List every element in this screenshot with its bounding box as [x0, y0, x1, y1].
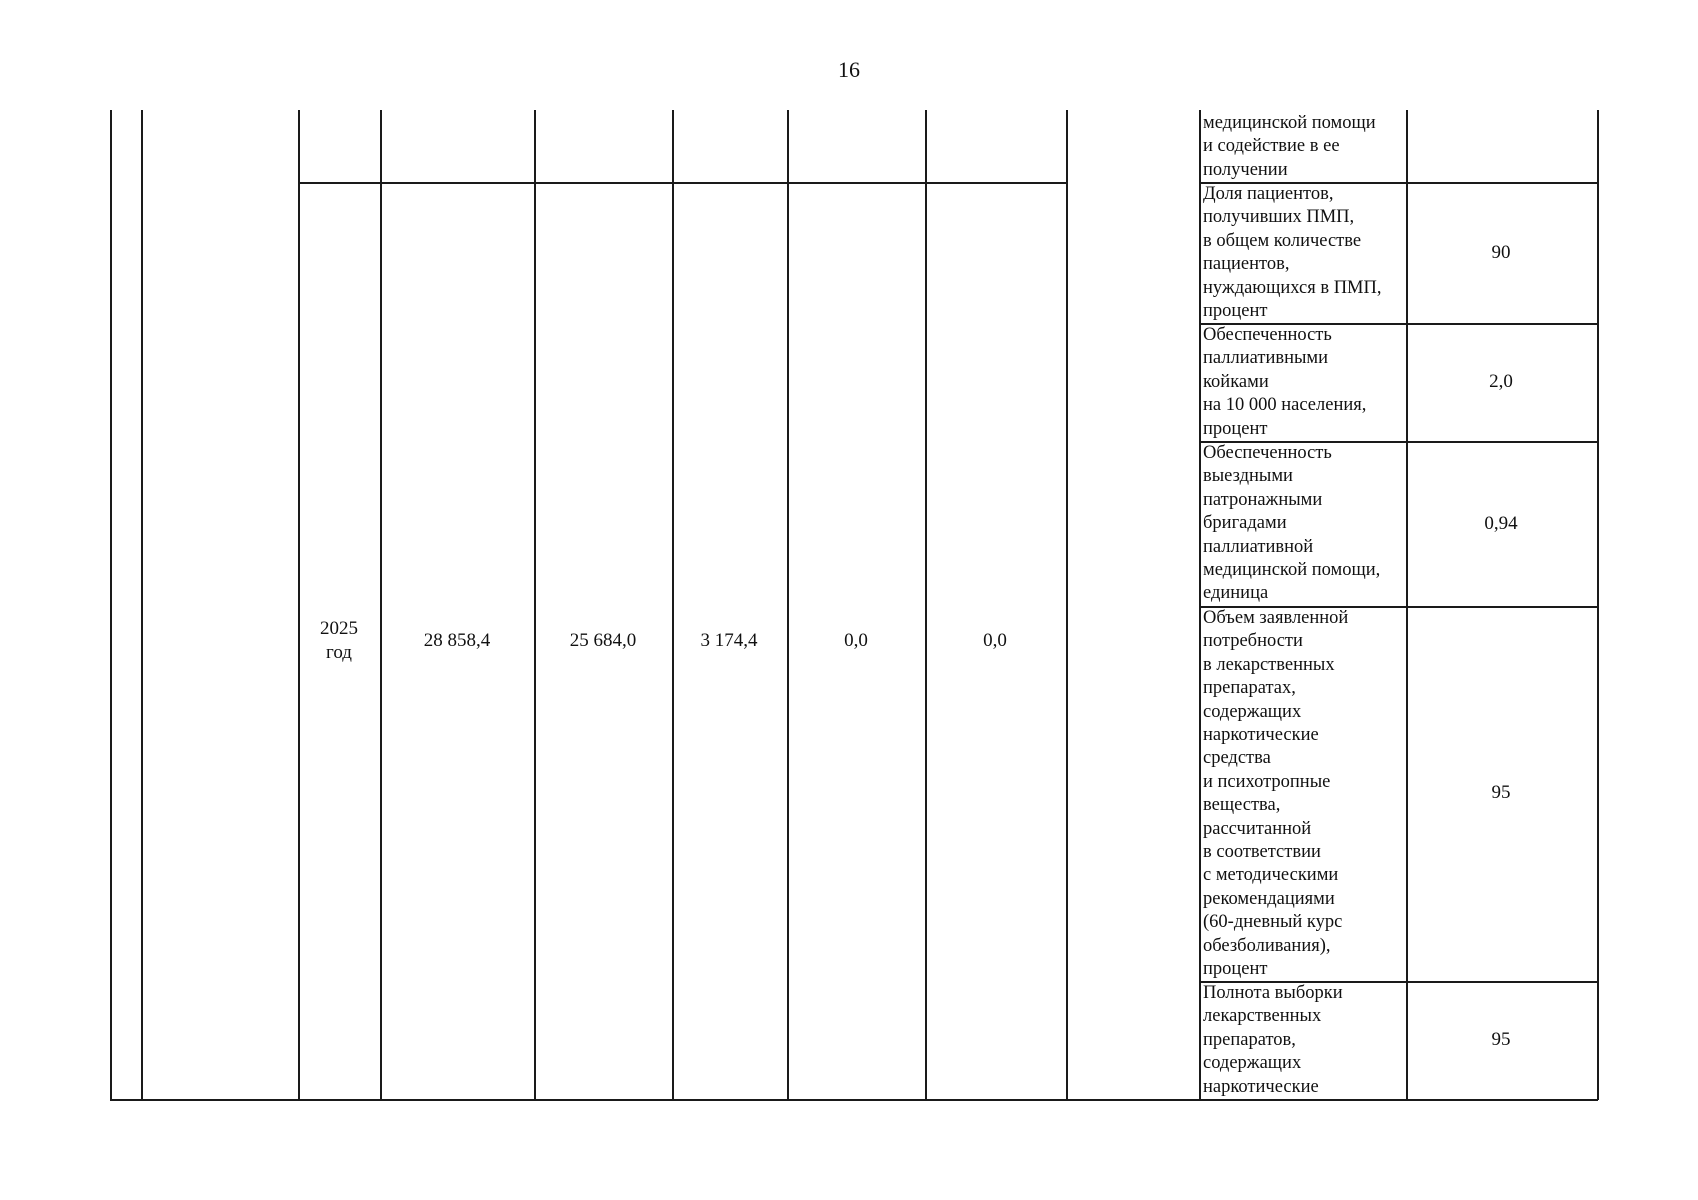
indicator-line: единица — [1203, 583, 1269, 604]
indicator-line: пациентов, — [1203, 254, 1290, 275]
indicator-line: на 10 000 населения, — [1203, 395, 1367, 416]
indicator-4-value: 95 — [1491, 782, 1511, 803]
indicator-3-text — [1203, 442, 1380, 606]
indicator-line: потребности — [1203, 631, 1303, 652]
year-value: 2025 — [320, 618, 358, 639]
indicator-line: с методическими — [1203, 865, 1339, 886]
indicator-line: Доля пациентов, — [1203, 184, 1334, 204]
indicator-line: Обеспеченность — [1203, 325, 1332, 345]
indicator-line: койками — [1203, 371, 1269, 392]
row-divider — [298, 182, 1066, 184]
table-border-bottom — [110, 1099, 1598, 1101]
indicator-line: содержащих — [1203, 1053, 1302, 1074]
indicator-line: лекарственных — [1203, 1006, 1322, 1027]
indicator-line: Объем заявленной — [1203, 608, 1349, 628]
column-divider — [925, 110, 927, 1100]
indicator-line: патронажными — [1203, 489, 1323, 510]
col5-cell: 0,0 — [983, 630, 1007, 651]
indicator-line: средства — [1203, 748, 1271, 769]
year-cell — [320, 617, 358, 665]
indicator-line: Обеспеченность — [1203, 443, 1332, 463]
indicator-line: процент — [1203, 959, 1268, 980]
indicator-line: содержащих — [1203, 701, 1302, 722]
indicator-line: наркотические — [1203, 1076, 1319, 1097]
indicator-line: медицинской помощи — [1203, 113, 1376, 133]
indicator-1-value: 90 — [1491, 242, 1511, 263]
indicator-line: и содействие в ее — [1203, 136, 1340, 157]
page-number: 16 — [838, 57, 860, 82]
col3-cell: 3 174,4 — [700, 630, 758, 651]
indicator-line: рассчитанной — [1203, 818, 1312, 839]
indicator-line: получении — [1203, 159, 1288, 180]
indicator-2-text — [1203, 324, 1366, 441]
indicator-line: вещества, — [1203, 795, 1281, 816]
indicator-2-value: 2,0 — [1489, 371, 1513, 392]
table-border-left — [110, 110, 112, 1100]
col4-cell: 0,0 — [844, 630, 868, 651]
column-divider — [1066, 110, 1068, 1100]
year-suffix: год — [326, 642, 352, 663]
indicator-line: выездными — [1203, 466, 1293, 487]
indicator-line: медицинской помощи, — [1203, 560, 1381, 581]
indicator-3-value: 0,94 — [1484, 513, 1518, 534]
indicator-line: получивших ПМП, — [1203, 207, 1355, 228]
indicator-line: в лекарственных — [1203, 654, 1335, 675]
indicator-line: нуждающихся в ПМП, — [1203, 277, 1382, 298]
indicator-line: процент — [1203, 418, 1268, 439]
column-divider — [1199, 110, 1201, 1100]
indicator-line: и психотропные — [1203, 771, 1331, 792]
column-divider — [298, 110, 300, 1100]
table-border-right — [1597, 110, 1599, 1100]
indicator-line: в общем количестве — [1203, 230, 1362, 251]
indicator-line: (60-дневный курс — [1203, 912, 1343, 933]
column-divider — [141, 110, 143, 1100]
column-divider — [787, 110, 789, 1100]
column-divider — [1406, 110, 1408, 1100]
indicator-4-text — [1203, 607, 1348, 982]
indicator-line: рекомендациями — [1203, 888, 1335, 909]
indicator-line: наркотические — [1203, 725, 1319, 746]
column-divider — [534, 110, 536, 1100]
indicator-line: в соответствии — [1203, 842, 1321, 863]
column-divider — [380, 110, 382, 1100]
total-cell: 28 858,4 — [423, 630, 491, 651]
col2-cell: 25 684,0 — [569, 630, 637, 651]
indicator-5-value: 95 — [1491, 1029, 1511, 1050]
column-divider — [672, 110, 674, 1100]
indicator-line: обезболивания), — [1203, 935, 1331, 956]
indicator-line: паллиативными — [1203, 348, 1329, 369]
indicator-line: бригадами — [1203, 513, 1287, 534]
indicator-line: Полнота выборки — [1203, 983, 1343, 1003]
indicator-line: паллиативной — [1203, 536, 1314, 557]
indicator-line: препаратах, — [1203, 678, 1296, 699]
indicator-0-text — [1203, 112, 1376, 182]
indicator-5-text — [1203, 982, 1343, 1099]
indicator-line: препаратов, — [1203, 1029, 1296, 1050]
indicator-line: процент — [1203, 301, 1268, 322]
indicator-1-text — [1203, 183, 1382, 323]
